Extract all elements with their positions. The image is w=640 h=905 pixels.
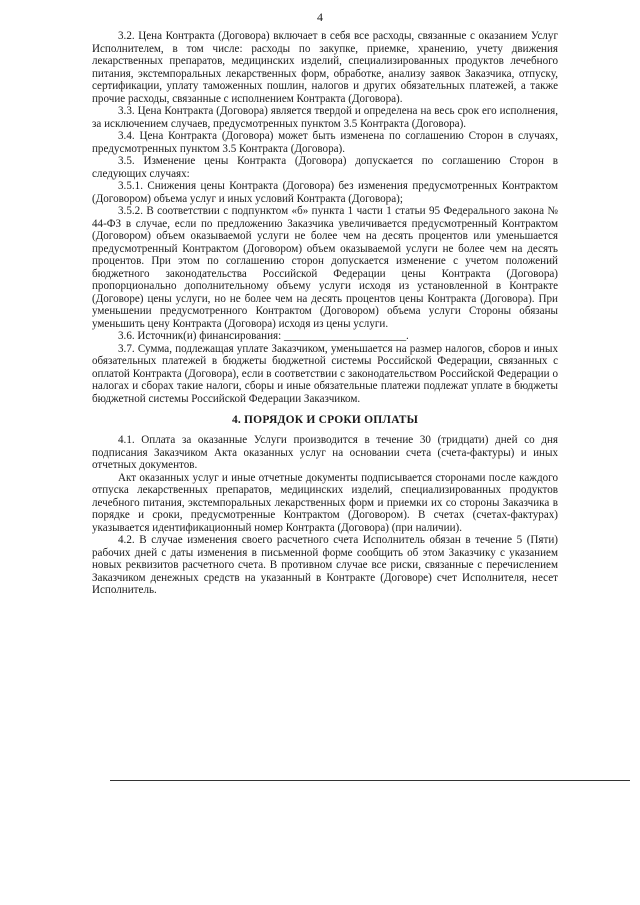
clause-3-7: 3.7. Сумма, подлежащая уплате Заказчиком, уменьшается на размер налогов, сборов и иных обязательных платежей в бюджеты бюджетной системы Российской Федерации, связанных с оплатой Контракта (Договора), если в соответствии с законодательством Российской Федерации о налогах и сборах такие налоги, сборы и иные обязательные платежи подлежат уплате в бюджеты бюджетной системы Российской Федерации Заказчиком. [92, 342, 558, 405]
clause-4-1-act: Акт оказанных услуг и иные отчетные документы подписывается сторонами после каждого отпуска лекарственных препаратов, медицинских изделий, специализированных продуктов лечебного питания, экстемпоральных лекарственных форм и приемки их со стороны Заказчика в порядке и сроки, предусмотренные Контрактом (Договором). В счетах (счетах-фактурах) указывается идентификационный номер Контракта (Договора) (при наличии). [92, 471, 558, 534]
clause-4-2: 4.2. В случае изменения своего расчетного счета Исполнитель обязан в течение 5 (Пяти) рабочих дней с даты изменения в письменной форме сообщить об этом Заказчику с указанием новых реквизитов расчетного счета. В противном случае все риски, связанные с перечислением Заказчиком денежных средств на указанный в Контракте (Договоре) счет Исполнителя, несет Исполнитель. [92, 534, 558, 596]
clause-3-5: 3.5. Изменение цены Контракта (Договора) допускается по соглашению Сторон в следующих случаях: [92, 155, 558, 180]
footer-rule [110, 780, 630, 781]
clause-3-3: 3.3. Цена Контракта (Договора) является твердой и определена на весь срок его исполнения, за исключением случаев, предусмотренных пунктом 3.5 Контракта (Договора). [92, 105, 558, 130]
clause-3-2: 3.2. Цена Контракта (Договора) включает в себя все расходы, связанные с оказанием Услуг Исполнителем, в том числе: расходы по закупке, приемке, хранению, учету движения лекарственных препаратов, медицинских изделий, специализированных продуктов лечебного питания, экстемпоральных лекарственных форм, обработке, анализу заявок Заказчика, отпуску, сертификации, уплату таможенных пошлин, налогов и других обязательных платежей, а также прочие расходы, связанные с исполнением Контракта (Договора). [92, 30, 558, 105]
clause-4-1: 4.1. Оплата за оказанные Услуги производится в течение 30 (тридцати) дней со дня подписания Заказчиком Акта оказанных услуг на основании счета (счета-фактуры) и иных отчетных документов. [92, 434, 558, 471]
clause-3-5-1: 3.5.1. Снижения цены Контракта (Договора) без изменения предусмотренных Контрактом (Договором) объема услуг и иных условий Контракта (Договора); [92, 180, 558, 205]
clause-3-4: 3.4. Цена Контракта (Договора) может быть изменена по соглашению Сторон в случаях, предусмотренных пунктом 3.5 Контракта (Договора). [92, 130, 558, 155]
clause-3-5-2: 3.5.2. В соответствии с подпунктом «б» пункта 1 части 1 статьи 95 Федерального закона № 44-ФЗ в случае, если по предложению Заказчика увеличивается предусмотренный Контрактом (Договором) объем оказываемой услуги не более чем на десять процентов или уменьшается предусмотренный Контрактом (Договором) объем оказываемой услуги не более чем на десять процентов. При этом по соглашению сторон допускается изменение с учетом положений бюджетного законодательства Российской Федерации цены Контракта (Договора) пропорционально дополнительному объему услуги исходя из установленной в Контракте (Договоре) цены услуги, но не более чем на десять процентов цены Контракта (Договора). При уменьшении предусмотренного Контрактом (Договором) объема услуги Стороны обязаны уменьшить цену Контракта (Договора) исходя из цены услуги. [92, 205, 558, 330]
document-body [92, 30, 558, 597]
section-heading: 4. ПОРЯДОК И СРОКИ ОПЛАТЫ [231, 414, 419, 426]
page-number: 4 [317, 10, 323, 24]
clause-3-6: 3.6. Источник(и) финансирования: ______________________. [118, 330, 409, 342]
